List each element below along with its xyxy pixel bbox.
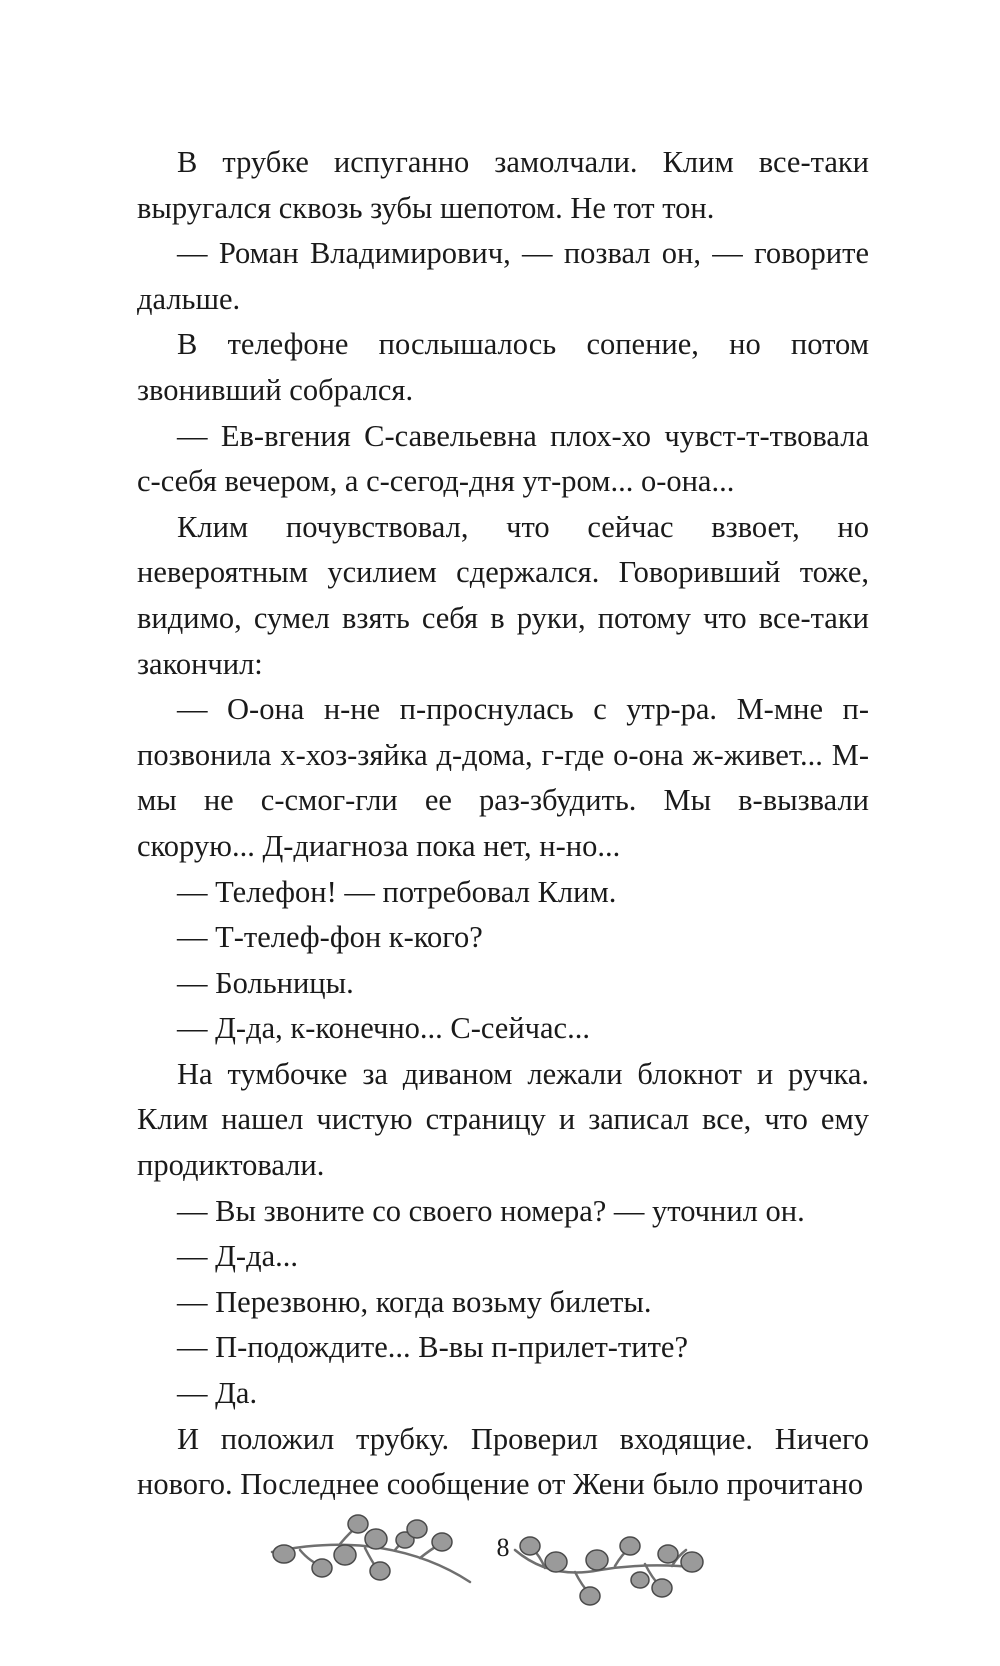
- page-number: 8: [496, 1533, 510, 1562]
- paragraph: — Больницы.: [177, 965, 354, 1000]
- paragraph: В трубке испуганно замолчали. Клим все-таки выругался сквозь зубы шепотом. Не тот тон.: [137, 145, 869, 225]
- paragraph: — Ев-вгения С-савельевна плох-хо чувст-т-твовала с-себя вечером, а с-сегод-дня ут-ром... о-она...: [137, 418, 869, 499]
- paragraph: — Да.: [177, 1376, 258, 1411]
- paragraph: — Перезвоню, когда возьму билеты.: [177, 1284, 652, 1319]
- paragraph: — Вы звоните со своего номера? — уточнил он.: [177, 1193, 805, 1228]
- paragraph: — О-она н-не п-проснулась с утр-ра. М-мне п-позвонила х-хоз-зяйка д-дома, г-где о-она ж-живет... М-мы не с-смог-гли ее раз-збудить. Мы в-вызвали скорую... Д-диагноза пока нет, н-но...: [137, 692, 869, 863]
- paragraph: — П-подождите... В-вы п-прилет-тите?: [177, 1330, 688, 1365]
- paragraph: — Т-телеф-фон к-кого?: [177, 920, 483, 955]
- paragraph: — Роман Владимирович, — позвал он, — говорите дальше.: [137, 236, 869, 316]
- paragraph: На тумбочке за диваном лежали блокнот и ручка. Клим нашел чистую страницу и записал все, что ему продиктовали.: [137, 1056, 869, 1183]
- paragraph: — Д-да, к-конечно... С-сейчас...: [177, 1011, 590, 1046]
- paragraph: — Телефон! — потребовал Клим.: [177, 874, 617, 909]
- paragraph: В телефоне послышалось сопение, но потом звонивший собрался.: [137, 327, 869, 407]
- paragraph: Клим почувствовал, что сейчас взвоет, но невероятным усилием сдержался. Говоривший тоже, видимо, сумел взять себя в руки, потому что все-таки закончил:: [137, 509, 869, 681]
- paragraph: — Д-да...: [177, 1239, 299, 1274]
- paragraph: И положил трубку. Проверил входящие. Ничего нового. Последнее сообщение от Жени было прочитано: [137, 1421, 869, 1502]
- body-text: [137, 140, 869, 1508]
